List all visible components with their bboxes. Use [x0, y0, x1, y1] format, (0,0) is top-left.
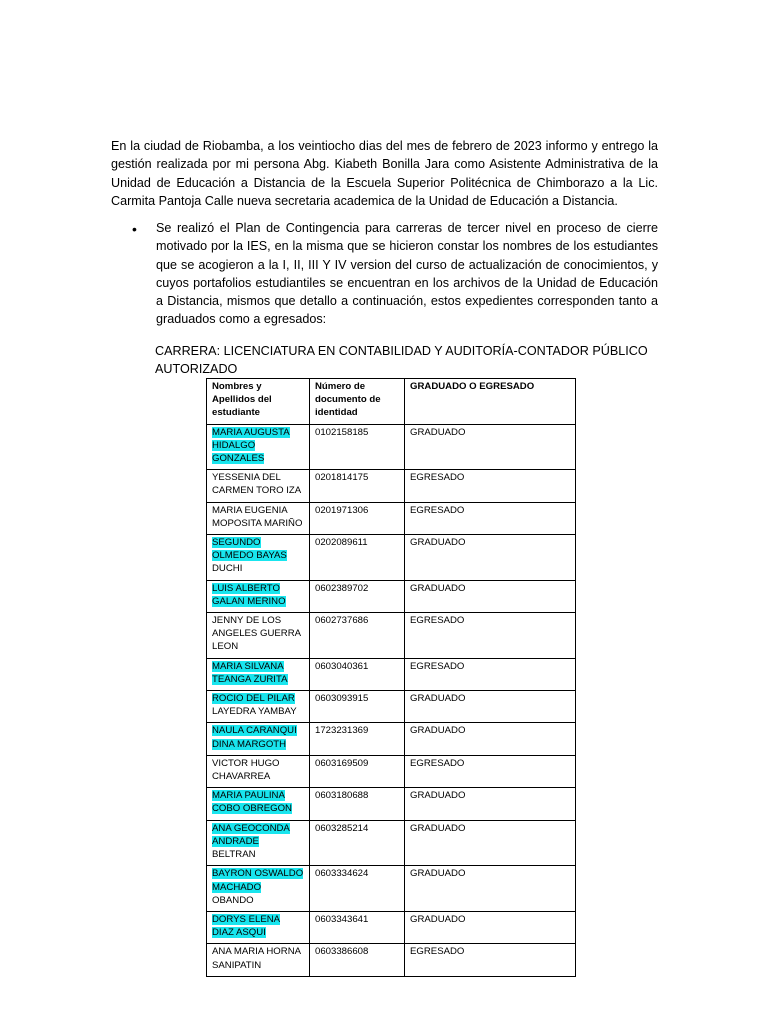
student-id: 0603169509 [310, 755, 405, 787]
student-status: GRADUADO [405, 424, 576, 470]
student-status: GRADUADO [405, 691, 576, 723]
student-name-cell [207, 723, 310, 755]
table-row [207, 535, 576, 581]
student-name: NAULA CARANQUI DINA MARGOTH [212, 725, 297, 750]
student-name: ANA MARIA HORNA SANIPATIN [212, 946, 301, 971]
student-name-cell [207, 535, 310, 581]
student-name: SEGUNDO OLMEDO BAYAS [212, 537, 287, 562]
student-name: BAYRON OSWALDO MACHADO [212, 868, 304, 893]
student-status: EGRESADO [405, 613, 576, 659]
student-name-cell [207, 613, 310, 659]
student-status: EGRESADO [405, 502, 576, 534]
student-name: ROCIO DEL PILAR [212, 693, 295, 705]
table-row [207, 788, 576, 820]
student-name-continued: DUCHI [212, 563, 243, 575]
student-name-cell [207, 944, 310, 976]
student-id: 0202089611 [310, 535, 405, 581]
table-row [207, 470, 576, 502]
career-title: CARRERA: LICENCIATURA EN CONTABILIDAD Y AUDITORÍA-CONTADOR PÚBLICO AUTORIZADO [155, 344, 648, 376]
student-name: JENNY DE LOS ANGELES GUERRA LEON [212, 615, 301, 653]
student-id: 0602737686 [310, 613, 405, 659]
student-name-cell [207, 502, 310, 534]
student-id: 0603334624 [310, 866, 405, 912]
student-name-cell [207, 470, 310, 502]
header-id: Número de documento de identidad [310, 379, 405, 425]
student-status: GRADUADO [405, 911, 576, 943]
student-status: EGRESADO [405, 755, 576, 787]
student-name: DORYS ELENA DIAZ ASQUI [212, 913, 281, 939]
student-status: GRADUADO [405, 866, 576, 912]
student-status: GRADUADO [405, 820, 576, 866]
table-row [207, 911, 576, 943]
intro-paragraph: En la ciudad de Riobamba, a los veintiocho dias del mes de febrero de 2023 informo y entrego la gestión realizada por mi persona Abg. Kiabeth Bonilla Jara como Asistente Administrativa de la Unidad de Educación a Distancia de la Escuela Superior Politécnica de Chimborazo a la Lic. Carmita Pantoja Calle nueva secretaria academica de la Unidad de Educación a Distancia. [111, 139, 658, 208]
student-name-cell [207, 691, 310, 723]
student-name-cell [207, 911, 310, 943]
table-row [207, 723, 576, 755]
student-id: 0201814175 [310, 470, 405, 502]
student-id: 0602389702 [310, 580, 405, 612]
student-name-cell [207, 580, 310, 612]
student-id: 0603180688 [310, 788, 405, 820]
student-status: GRADUADO [405, 580, 576, 612]
student-status: GRADUADO [405, 788, 576, 820]
table-row [207, 658, 576, 690]
student-status: GRADUADO [405, 535, 576, 581]
student-status: GRADUADO [405, 723, 576, 755]
student-name: VICTOR HUGO CHAVARREA [212, 757, 280, 783]
bullet-item [132, 219, 658, 329]
student-name-cell [207, 424, 310, 470]
student-name-cell [207, 658, 310, 690]
student-id: 0603386608 [310, 944, 405, 976]
table-row [207, 691, 576, 723]
student-id: 0603285214 [310, 820, 405, 866]
student-id: 0201971306 [310, 502, 405, 534]
student-status: EGRESADO [405, 470, 576, 502]
student-id: 0603040361 [310, 658, 405, 690]
student-name: ANA GEOCONDA ANDRADE [212, 822, 290, 847]
student-name-cell [207, 820, 310, 866]
bullet-icon: • [132, 221, 137, 237]
table-row [207, 502, 576, 534]
student-name: MARIA PAULINA COBO OBREGON [212, 790, 292, 815]
student-id: 0102158185 [310, 424, 405, 470]
student-name: MARIA SILVANA TEANGA ZURITA [212, 660, 288, 685]
header-name: Nombres y Apellidos del estudiante [207, 379, 310, 425]
table-row [207, 580, 576, 612]
student-name-cell [207, 788, 310, 820]
student-id: 0603343641 [310, 911, 405, 943]
student-name-continued: LAYEDRA YAMBAY [212, 706, 297, 718]
table-row [207, 944, 576, 976]
student-name-cell [207, 866, 310, 912]
student-name-continued: OBANDO [212, 894, 254, 906]
student-name-cell [207, 755, 310, 787]
table-row [207, 755, 576, 787]
table-row [207, 866, 576, 912]
header-status: GRADUADO O EGRESADO [405, 379, 576, 425]
students-table [206, 378, 576, 977]
bullet-paragraph: Se realizó el Plan de Contingencia para carreras de tercer nivel en proceso de cierre motivado por la IES, en la misma que se hicieron constar los nombres de los estudiantes que se acogieron a la I, II, III Y IV version del curso de actualización de conocimientos, y cuyos portafolios estudiantiles se encuentran en los archivos de la Unidad de Educación a Distancia, mismos que detallo a continuación, estos expedientes corresponden tanto a graduados como a egresados: [156, 221, 658, 327]
student-name: YESSENIA DEL CARMEN TORO IZA [212, 472, 302, 497]
table-row [207, 820, 576, 866]
student-id: 1723231369 [310, 723, 405, 755]
student-name: LUIS ALBERTO GALAN MERINO [212, 582, 286, 607]
student-id: 0603093915 [310, 691, 405, 723]
student-name-continued: BELTRAN [212, 849, 256, 861]
student-name: MARIA EUGENIA MOPOSITA MARIÑO [212, 504, 303, 529]
table-row [207, 613, 576, 659]
table-body [207, 424, 576, 976]
student-name: MARIA AUGUSTA HIDALGO GONZALES [212, 426, 290, 465]
student-status: EGRESADO [405, 658, 576, 690]
table-row [207, 424, 576, 470]
student-status: EGRESADO [405, 944, 576, 976]
table-header-row [207, 379, 576, 425]
